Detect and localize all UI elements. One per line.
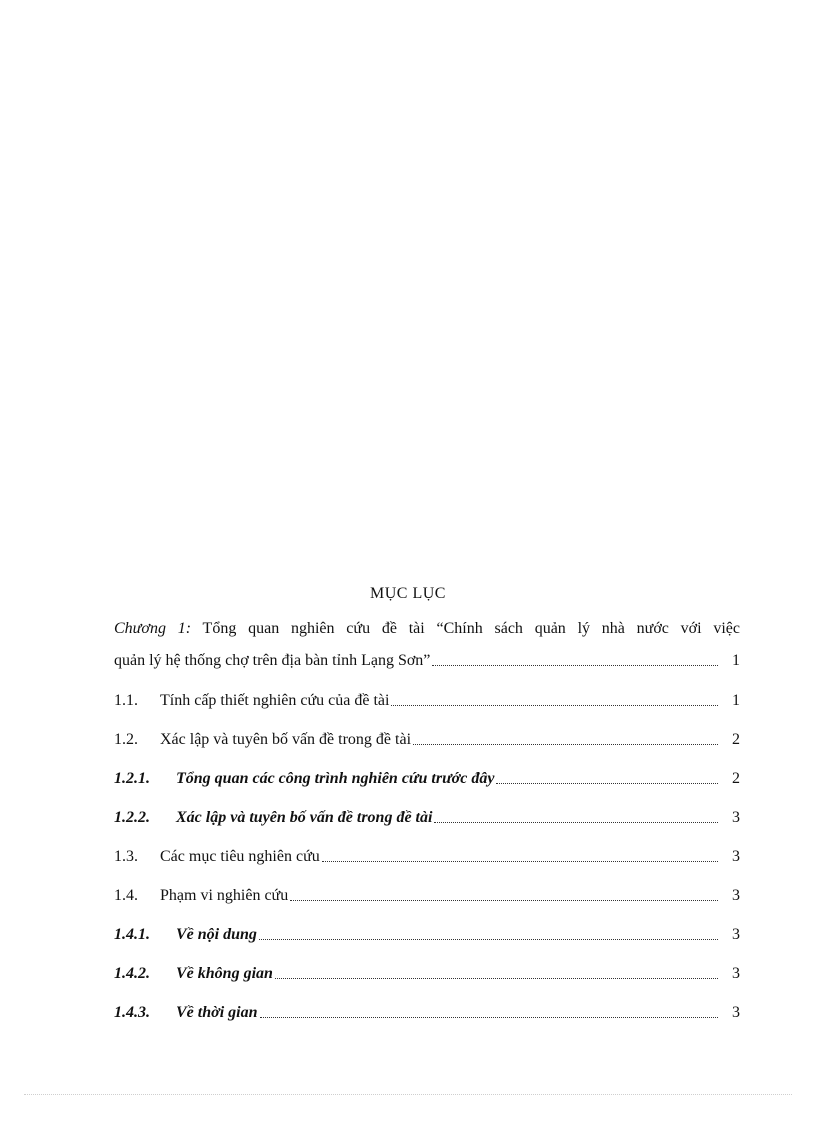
toc-page-number: 2 bbox=[732, 731, 740, 748]
toc-entry-1-1[interactable] bbox=[114, 688, 740, 710]
toc-entry-number: 1.4.2. bbox=[114, 965, 150, 982]
toc-entry-1-3[interactable] bbox=[114, 844, 740, 866]
toc-entry-text: Phạm vi nghiên cứu bbox=[160, 887, 289, 904]
toc-entry-text: Các mục tiêu nghiên cứu bbox=[160, 848, 320, 865]
toc-entry-text: Xác lập và tuyên bố vấn đề trong đề tài bbox=[176, 809, 433, 826]
toc-entry-1-2-1[interactable] bbox=[114, 766, 740, 788]
toc-entry-number: 1.4.1. bbox=[114, 926, 150, 943]
toc-entry-1-2[interactable] bbox=[114, 727, 740, 749]
dot-leader bbox=[260, 1016, 719, 1018]
dot-leader bbox=[322, 860, 718, 862]
toc-entry-number: 1.4. bbox=[114, 887, 138, 904]
toc-entry-text: Về không gian bbox=[176, 965, 273, 982]
toc-page-number: 3 bbox=[732, 809, 740, 826]
dot-leader bbox=[434, 821, 718, 823]
toc-entry-1-4-3[interactable] bbox=[114, 1000, 740, 1022]
toc-entry-number: 1.1. bbox=[114, 692, 138, 709]
toc-entry-number: 1.2.2. bbox=[114, 809, 150, 826]
toc-entry-number: 1.3. bbox=[114, 848, 138, 865]
dot-leader bbox=[496, 782, 718, 784]
toc-entry-text: Tổng quan các công trình nghiên cứu trước đây bbox=[176, 770, 495, 787]
toc-page-number: 3 bbox=[732, 1004, 740, 1021]
toc-entry-text: Về thời gian bbox=[176, 1004, 258, 1021]
toc-page-number: 1 bbox=[732, 652, 740, 669]
toc-entry-text: Xác lập và tuyên bố vấn đề trong đề tài bbox=[160, 731, 412, 748]
toc-entry-number: 1.2.1. bbox=[114, 770, 150, 787]
toc-chapter-label: Chương 1: bbox=[114, 620, 192, 637]
toc-chapter-title-part-1: Tổng quan nghiên cứu đề tài “Chính sách quản lý nhà nước với việc bbox=[202, 620, 741, 637]
toc-page-number: 3 bbox=[732, 848, 740, 865]
dot-leader bbox=[275, 977, 718, 979]
toc-page-number: 2 bbox=[732, 770, 740, 787]
toc-entry-number: 1.2. bbox=[114, 731, 138, 748]
toc-page-number: 3 bbox=[732, 965, 740, 982]
toc-page-number: 3 bbox=[732, 887, 740, 904]
dot-leader bbox=[432, 664, 718, 666]
toc-chapter-line-1 bbox=[114, 620, 740, 638]
toc-entry-1-2-2[interactable] bbox=[114, 805, 740, 827]
toc-entry-text: Tính cấp thiết nghiên cứu của đề tài bbox=[160, 692, 390, 709]
toc-page-number: 1 bbox=[732, 692, 740, 709]
toc-chapter-line-2[interactable] bbox=[114, 648, 740, 670]
toc-entry-1-4[interactable] bbox=[114, 883, 740, 905]
toc-title: MỤC LỤC bbox=[370, 585, 446, 602]
toc-page-number: 3 bbox=[732, 926, 740, 943]
dot-leader bbox=[391, 704, 718, 706]
toc-entry-1-4-2[interactable] bbox=[114, 961, 740, 983]
dot-leader bbox=[259, 938, 718, 940]
dot-leader bbox=[290, 899, 718, 901]
toc-entry-number: 1.4.3. bbox=[114, 1004, 150, 1021]
toc-entry-1-4-1[interactable] bbox=[114, 922, 740, 944]
toc-entry-text: Về nội dung bbox=[176, 926, 257, 943]
page-footer-divider bbox=[24, 1094, 792, 1095]
dot-leader bbox=[413, 743, 718, 745]
toc-chapter-title-part-2: quản lý hệ thống chợ trên địa bàn tỉnh Lạng Sơn” bbox=[114, 652, 431, 669]
